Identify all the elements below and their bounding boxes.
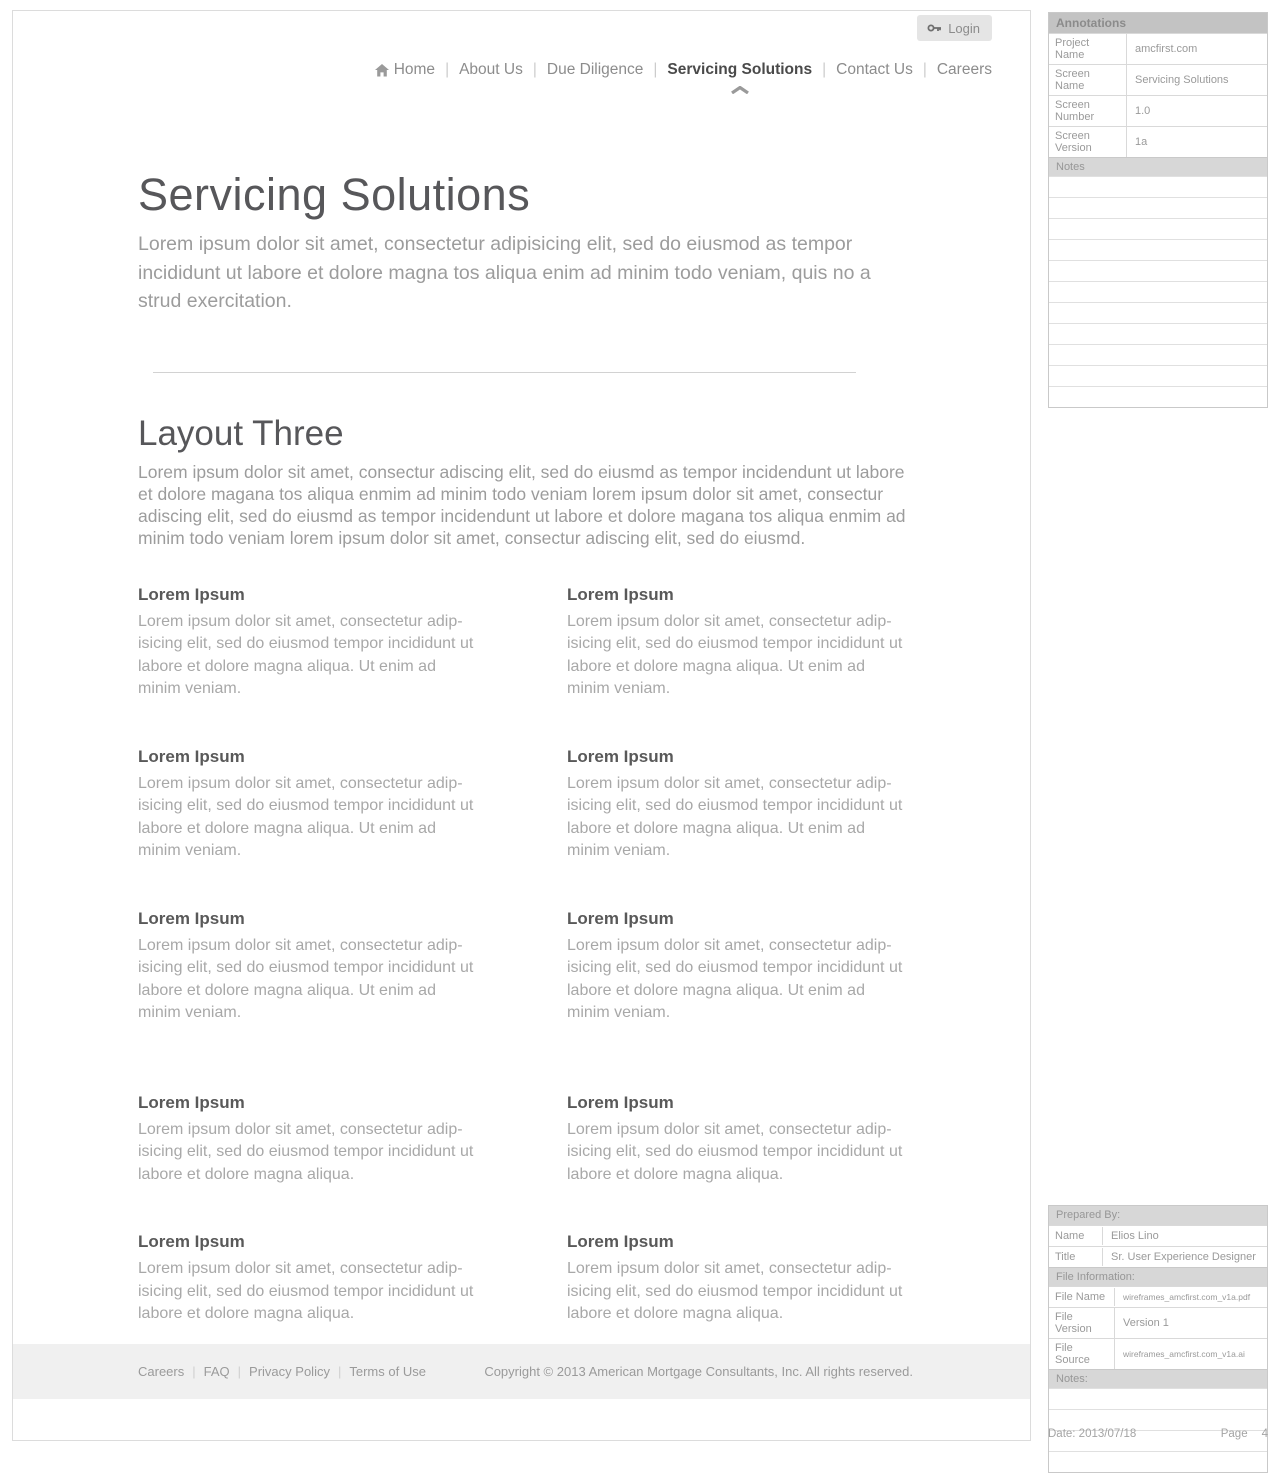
grid-row <box>138 1232 928 1326</box>
nav-item-careers[interactable] <box>937 61 992 79</box>
nav-label: Home <box>393 61 436 78</box>
note-row <box>1049 260 1267 281</box>
content-block <box>138 909 483 1025</box>
block-body: Lorem ipsum dolor sit amet, consectetur adip-isicing elit, sed do eiusmod tempor incididunt ut labore et dolore magna aliqua. Ut enim ad minim veniam. <box>567 612 903 697</box>
nav-separator: | <box>653 61 658 78</box>
block-title: Lorem Ipsum <box>567 584 674 604</box>
annotation-value: Servicing Solutions <box>1135 74 1229 86</box>
nav-separator: | <box>445 61 450 78</box>
note-row <box>1049 239 1267 260</box>
wireframe-page <box>12 10 1031 1441</box>
date-text: Date: 2013/07/18 <box>1048 1428 1137 1440</box>
block-body: Lorem ipsum dolor sit amet, consectetur adip-isicing elit, sed do eiusmod tempor incididunt ut labore et dolore magna aliqua. Ut enim ad minim veniam. <box>567 936 903 1021</box>
annotation-value: amcfirst.com <box>1135 43 1198 55</box>
block-title: Lorem Ipsum <box>567 1092 674 1112</box>
annotation-label: Project Name <box>1049 34 1127 64</box>
annotation-label: Screen Name <box>1049 65 1127 95</box>
nav-label: Due Diligence <box>546 61 644 78</box>
note-row <box>1049 365 1267 386</box>
annotation-row <box>1049 126 1267 157</box>
document-meta <box>1048 1428 1268 1440</box>
home-icon <box>375 64 389 77</box>
block-body: Lorem ipsum dolor sit amet, consectetur adip-isicing elit, sed do eiusmod tempor incididunt ut labore et dolore magna aliqua. <box>138 1120 474 1183</box>
grid-row <box>138 909 928 1025</box>
key-icon <box>927 23 942 33</box>
footer-link-terms-of-use[interactable]: Terms of Use <box>349 1364 426 1379</box>
annotations-panel <box>1048 12 1268 408</box>
prepared-label: Name <box>1049 1227 1103 1245</box>
content-grid <box>138 585 928 1326</box>
note-row <box>1049 197 1267 218</box>
prepared-label: Title <box>1049 1248 1103 1266</box>
note-row <box>1049 1451 1267 1472</box>
page-intro: Lorem ipsum dolor sit amet, consectetur adipisicing elit, sed do eiusmod as tempor incididunt ut labore et dolore magna tos aliqua enim ad minim todo veniam, quis no a strud exercitation. <box>138 233 871 312</box>
block-title: Lorem Ipsum <box>138 1092 245 1112</box>
content-block <box>138 747 483 863</box>
annotation-value: 1.0 <box>1135 105 1151 117</box>
content-block <box>138 1232 483 1326</box>
page-footer <box>13 1344 1030 1399</box>
note-row <box>1049 1409 1267 1430</box>
annotation-row <box>1049 64 1267 95</box>
footer-separator: | <box>337 1364 342 1379</box>
section-divider <box>153 372 856 373</box>
nav-item-about-us[interactable] <box>459 61 523 79</box>
prepared-row-name <box>1049 1225 1267 1246</box>
annotations-header: Annotations <box>1049 13 1267 33</box>
content-block <box>567 585 912 701</box>
note-row <box>1049 386 1267 407</box>
block-body: Lorem ipsum dolor sit amet, consectetur adip-isicing elit, sed do eiusmod tempor incididunt ut labore et dolore magna aliqua. Ut enim ad minim veniam. <box>567 774 903 859</box>
file-row-version <box>1049 1307 1267 1338</box>
grid-row <box>138 747 928 863</box>
copyright-text: Copyright © 2013 American Mortgage Consultants, Inc. All rights reserved. <box>484 1364 913 1379</box>
content-block <box>567 909 912 1025</box>
block-title: Lorem Ipsum <box>567 746 674 766</box>
note-row <box>1049 281 1267 302</box>
nav-label: Careers <box>936 61 992 78</box>
note-row <box>1049 218 1267 239</box>
block-body: Lorem ipsum dolor sit amet, consectetur adip-isicing elit, sed do eiusmod tempor incididunt ut labore et dolore magna aliqua. Ut enim ad minim veniam. <box>138 936 474 1021</box>
main-nav <box>375 61 992 79</box>
content-block <box>567 1093 912 1187</box>
page-label: Page <box>1220 1428 1248 1440</box>
block-body: Lorem ipsum dolor sit amet, consectetur adip-isicing elit, sed do eiusmod tempor incididunt ut labore et dolore magna aliqua. Ut enim ad minim veniam. <box>138 612 474 697</box>
section-body: Lorem ipsum dolor sit amet, consectur adiscing elit, sed do eiusmd as tempor incidendunt ut labore et dolore magana tos aliqua enmim ad minim todo veniam lorem ipsum dolor sit amet, consectur adiscing elit, sed do eiusmd as tempor incidendunt ut labore et dolore magana tos aliqua enmim ad minim todo veniam lorem ipsum dolor sit amet, consectur adiscing elit, sed do eiusmd. <box>138 461 906 548</box>
block-title: Lorem Ipsum <box>138 584 245 604</box>
annotation-label: Screen Number <box>1049 96 1127 126</box>
grid-row <box>138 1093 928 1187</box>
prepared-row-title <box>1049 1246 1267 1267</box>
note-row <box>1049 344 1267 365</box>
annotation-row <box>1049 95 1267 126</box>
block-body: Lorem ipsum dolor sit amet, consectetur adip-isicing elit, sed do eiusmod tempor incididunt ut labore et dolore magna aliqua. <box>567 1260 903 1322</box>
nav-item-home[interactable] <box>375 61 435 79</box>
block-title: Lorem Ipsum <box>138 1232 245 1251</box>
file-information-header: File Information: <box>1049 1267 1267 1286</box>
content-block <box>138 1093 483 1187</box>
note-row <box>1049 323 1267 344</box>
footer-links <box>138 1364 426 1379</box>
note-row <box>1049 1388 1267 1409</box>
footer-link-faq[interactable]: FAQ <box>203 1364 230 1379</box>
note-row <box>1049 176 1267 197</box>
footer-link-careers[interactable]: Careers <box>138 1364 185 1379</box>
page-indicator <box>1221 1428 1268 1440</box>
grid-row <box>138 585 928 701</box>
block-title: Lorem Ipsum <box>567 1232 674 1251</box>
annotation-row <box>1049 33 1267 64</box>
page-number: 4 <box>1261 1428 1268 1440</box>
prepared-by-header: Prepared By: <box>1049 1206 1267 1225</box>
file-value: Version 1 <box>1123 1317 1169 1329</box>
prepared-notes-header: Notes: <box>1049 1369 1267 1388</box>
content-block <box>138 585 483 701</box>
block-title: Lorem Ipsum <box>567 908 674 928</box>
file-label: File Version <box>1049 1308 1115 1338</box>
content-block <box>567 1232 912 1326</box>
content-block <box>567 747 912 863</box>
file-row-name <box>1049 1286 1267 1307</box>
file-value: wireframes_amcfirst.com_v1a.ai <box>1123 1349 1245 1359</box>
footer-separator: | <box>237 1364 242 1379</box>
file-label: File Name <box>1049 1288 1115 1306</box>
note-row <box>1049 302 1267 323</box>
nav-label: Contact Us <box>836 61 913 78</box>
nav-separator: | <box>532 61 537 78</box>
block-body: Lorem ipsum dolor sit amet, consectetur adip-isicing elit, sed do eiusmod tempor incididunt ut labore et dolore magna aliqua. <box>567 1120 903 1183</box>
chevron-up-icon <box>730 86 750 94</box>
annotation-value: 1a <box>1135 136 1148 148</box>
login-button[interactable] <box>917 15 992 41</box>
annotation-label: Screen Version <box>1049 127 1127 157</box>
file-label: File Source <box>1049 1339 1115 1369</box>
nav-label: Servicing Solutions <box>667 61 813 78</box>
nav-label: About Us <box>459 61 523 78</box>
main-content <box>138 169 928 1372</box>
prepared-value: Sr. User Experience Designer <box>1111 1251 1256 1263</box>
block-title: Lorem Ipsum <box>138 908 245 928</box>
nav-item-contact-us[interactable] <box>836 61 913 79</box>
nav-item-servicing-solutions[interactable] <box>667 61 812 79</box>
footer-separator: | <box>192 1364 196 1379</box>
prepared-value: Elios Lino <box>1111 1230 1159 1242</box>
page-title: Servicing Solutions <box>138 169 531 220</box>
nav-separator: | <box>822 61 827 78</box>
footer-link-privacy-policy[interactable]: Privacy Policy <box>249 1364 330 1379</box>
file-value: wireframes_amcfirst.com_v1a.pdf <box>1123 1292 1251 1302</box>
block-body: Lorem ipsum dolor sit amet, consectetur adip-isicing elit, sed do eiusmod tempor incididunt ut labore et dolore magna aliqua. <box>138 1260 474 1322</box>
block-body: Lorem ipsum dolor sit amet, consectetur adip-isicing elit, sed do eiusmod tempor incididunt ut labore et dolore magna aliqua. Ut enim ad minim veniam. <box>138 774 474 859</box>
nav-separator: | <box>922 61 927 78</box>
block-title: Lorem Ipsum <box>138 746 245 766</box>
notes-header: Notes <box>1049 157 1267 176</box>
section-title: Layout Three <box>138 413 344 453</box>
login-label: Login <box>948 20 980 36</box>
file-row-source <box>1049 1338 1267 1369</box>
nav-item-due-diligence[interactable] <box>547 61 644 79</box>
